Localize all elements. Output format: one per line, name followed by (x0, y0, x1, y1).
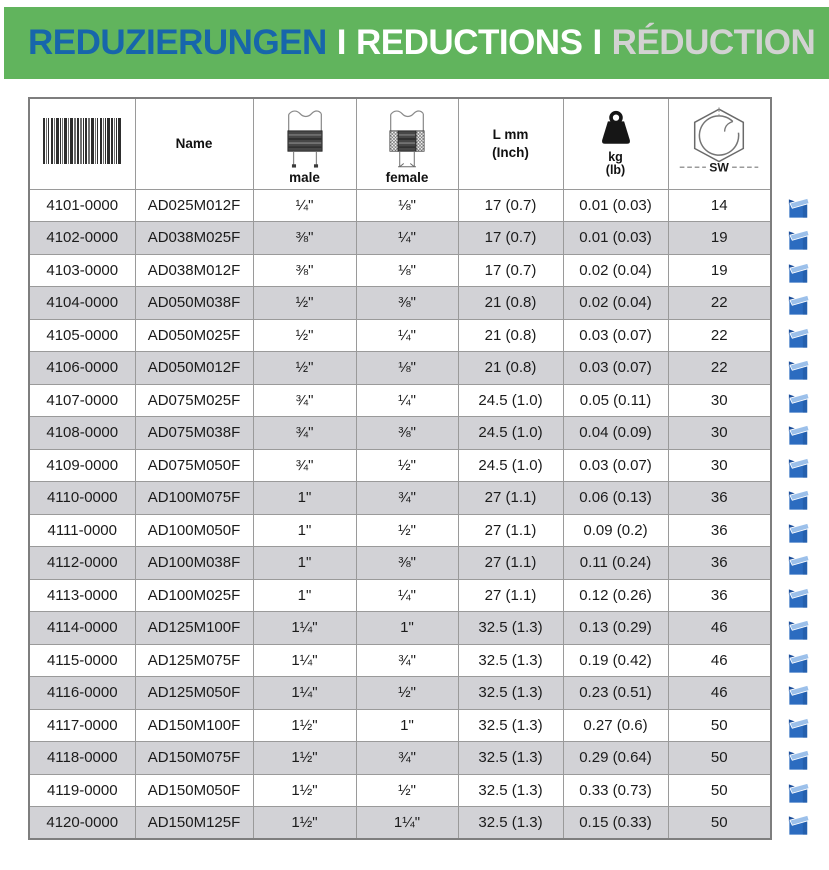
table-row (29, 189, 771, 222)
cell-female: ¾" (356, 742, 458, 775)
cell-name: AD075M050F (135, 449, 253, 482)
cell-male: ¾" (253, 449, 356, 482)
cell-weight: 0.05 (0.11) (563, 384, 668, 417)
cell-sw: 22 (668, 319, 771, 352)
table-row (29, 579, 771, 612)
table-row (29, 254, 771, 287)
catalog-content (28, 97, 829, 840)
cell-name: AD100M050F (135, 514, 253, 547)
cell-sw: 30 (668, 417, 771, 450)
basket-box-icon (786, 227, 811, 252)
basket-box-icon (786, 455, 811, 480)
column-header-weight (563, 98, 668, 189)
basket-column (778, 191, 818, 841)
cell-female: ¾" (356, 482, 458, 515)
table-row (29, 417, 771, 450)
table-row (29, 742, 771, 775)
cell-female: ⅜" (356, 547, 458, 580)
cell-code: 4112-0000 (29, 547, 135, 580)
cell-sw: 50 (668, 774, 771, 807)
add-to-basket-button[interactable] (778, 679, 818, 712)
add-to-basket-button[interactable] (778, 516, 818, 549)
banner-separator: I (592, 23, 602, 62)
cell-male: 1½" (253, 742, 356, 775)
cell-weight: 0.11 (0.24) (563, 547, 668, 580)
cell-sw: 22 (668, 287, 771, 320)
add-to-basket-button[interactable] (778, 451, 818, 484)
cell-sw: 36 (668, 579, 771, 612)
cell-weight: 0.03 (0.07) (563, 449, 668, 482)
cell-male: 1" (253, 579, 356, 612)
cell-length: 32.5 (1.3) (458, 709, 563, 742)
cell-weight: 0.02 (0.04) (563, 254, 668, 287)
cell-sw: 30 (668, 384, 771, 417)
basket-box-icon (786, 682, 811, 707)
add-to-basket-button[interactable] (778, 321, 818, 354)
cell-code: 4120-0000 (29, 807, 135, 840)
cell-weight: 0.03 (0.07) (563, 319, 668, 352)
column-header-name (135, 98, 253, 189)
cell-code: 4109-0000 (29, 449, 135, 482)
cell-sw: 19 (668, 222, 771, 255)
cell-name: AD100M025F (135, 579, 253, 612)
cell-name: AD150M100F (135, 709, 253, 742)
basket-box-icon (786, 260, 811, 285)
cell-length: 32.5 (1.3) (458, 742, 563, 775)
cell-female: ⅜" (356, 287, 458, 320)
add-to-basket-button[interactable] (778, 289, 818, 322)
cell-name: AD025M012F (135, 189, 253, 222)
cell-length: 27 (1.1) (458, 514, 563, 547)
table-row (29, 352, 771, 385)
table-row (29, 482, 771, 515)
basket-box-icon (786, 715, 811, 740)
cell-length: 21 (0.8) (458, 352, 563, 385)
cell-name: AD150M125F (135, 807, 253, 840)
cell-code: 4108-0000 (29, 417, 135, 450)
cell-female: ⅛" (356, 352, 458, 385)
basket-box-icon (786, 520, 811, 545)
male-fitting-icon (280, 108, 330, 170)
basket-box-icon (786, 617, 811, 642)
column-header-code (29, 98, 135, 189)
cell-length: 17 (0.7) (458, 254, 563, 287)
cell-female: ¼" (356, 384, 458, 417)
cell-name: AD150M075F (135, 742, 253, 775)
basket-box-icon (786, 780, 811, 805)
cell-sw: 46 (668, 612, 771, 645)
weight-column-label-line2: (lb) (605, 163, 626, 178)
cell-name: AD050M038F (135, 287, 253, 320)
cell-length: 32.5 (1.3) (458, 807, 563, 840)
hex-nut-icon (676, 107, 762, 175)
cell-length: 17 (0.7) (458, 189, 563, 222)
column-header-length (458, 98, 563, 189)
cell-weight: 0.12 (0.26) (563, 579, 668, 612)
table-row (29, 709, 771, 742)
cell-length: 24.5 (1.0) (458, 449, 563, 482)
column-header-sw (668, 98, 771, 189)
banner-title-fr: RÉDUCTION (611, 23, 816, 62)
table-row (29, 222, 771, 255)
cell-length: 24.5 (1.0) (458, 417, 563, 450)
cell-female: ½" (356, 677, 458, 710)
table-row (29, 677, 771, 710)
cell-weight: 0.15 (0.33) (563, 807, 668, 840)
cell-male: 1" (253, 482, 356, 515)
cell-sw: 50 (668, 742, 771, 775)
cell-female: ⅜" (356, 417, 458, 450)
cell-male: ⅜" (253, 222, 356, 255)
cell-name: AD125M075F (135, 644, 253, 677)
basket-box-icon (786, 650, 811, 675)
name-column-label: Name (175, 135, 213, 151)
table-row (29, 287, 771, 320)
add-to-basket-button[interactable] (778, 256, 818, 289)
cell-female: 1" (356, 612, 458, 645)
add-to-basket-button[interactable] (778, 419, 818, 452)
cell-female: 1¼" (356, 807, 458, 840)
table-row (29, 319, 771, 352)
cell-weight: 0.13 (0.29) (563, 612, 668, 645)
table-row (29, 547, 771, 580)
table-row (29, 612, 771, 645)
cell-weight: 0.27 (0.6) (563, 709, 668, 742)
cell-female: ¼" (356, 222, 458, 255)
basket-box-icon (786, 390, 811, 415)
add-to-basket-button[interactable] (778, 484, 818, 517)
cell-weight: 0.06 (0.13) (563, 482, 668, 515)
cell-weight: 0.23 (0.51) (563, 677, 668, 710)
cell-male: 1¼" (253, 677, 356, 710)
add-to-basket-button[interactable] (778, 614, 818, 647)
basket-box-icon (786, 422, 811, 447)
cell-code: 4117-0000 (29, 709, 135, 742)
add-to-basket-button[interactable] (778, 776, 818, 809)
table-row (29, 384, 771, 417)
cell-male: 1" (253, 514, 356, 547)
add-to-basket-button[interactable] (778, 549, 818, 582)
cell-sw: 14 (668, 189, 771, 222)
cell-sw: 22 (668, 352, 771, 385)
cell-female: ⅛" (356, 254, 458, 287)
cell-code: 4118-0000 (29, 742, 135, 775)
cell-code: 4103-0000 (29, 254, 135, 287)
cell-name: AD075M025F (135, 384, 253, 417)
cell-male: ¼" (253, 189, 356, 222)
cell-male: 1¼" (253, 644, 356, 677)
cell-sw: 50 (668, 807, 771, 840)
cell-name: AD075M038F (135, 417, 253, 450)
cell-male: 1½" (253, 774, 356, 807)
banner-title-en: REDUCTIONS (356, 23, 583, 62)
cell-code: 4116-0000 (29, 677, 135, 710)
cell-weight: 0.03 (0.07) (563, 352, 668, 385)
cell-code: 4107-0000 (29, 384, 135, 417)
cell-weight: 0.02 (0.04) (563, 287, 668, 320)
cell-sw: 46 (668, 644, 771, 677)
cell-weight: 0.29 (0.64) (563, 742, 668, 775)
cell-female: 1" (356, 709, 458, 742)
cell-male: ¾" (253, 384, 356, 417)
weight-icon (593, 110, 639, 150)
cell-length: 27 (1.1) (458, 547, 563, 580)
cell-female: ¼" (356, 319, 458, 352)
cell-name: AD100M038F (135, 547, 253, 580)
cell-male: 1½" (253, 709, 356, 742)
weight-column-label-line1: kg (608, 150, 623, 165)
column-header-male (253, 98, 356, 189)
cell-code: 4115-0000 (29, 644, 135, 677)
cell-sw: 36 (668, 514, 771, 547)
female-fitting-icon (382, 108, 432, 170)
cell-code: 4110-0000 (29, 482, 135, 515)
cell-sw: 36 (668, 482, 771, 515)
add-to-basket-button[interactable] (778, 809, 818, 842)
cell-code: 4111-0000 (29, 514, 135, 547)
cell-male: 1¼" (253, 612, 356, 645)
cell-male: ⅜" (253, 254, 356, 287)
add-to-basket-button[interactable] (778, 191, 818, 224)
cell-female: ½" (356, 774, 458, 807)
header-row (29, 98, 771, 189)
cell-male: ½" (253, 352, 356, 385)
cell-code: 4104-0000 (29, 287, 135, 320)
add-to-basket-button[interactable] (778, 646, 818, 679)
cell-length: 24.5 (1.0) (458, 384, 563, 417)
cell-male: ½" (253, 287, 356, 320)
cell-name: AD050M012F (135, 352, 253, 385)
barcode-icon (43, 118, 121, 164)
cell-code: 4113-0000 (29, 579, 135, 612)
length-column-label-line2: (Inch) (492, 144, 529, 160)
cell-length: 32.5 (1.3) (458, 612, 563, 645)
cell-female: ½" (356, 514, 458, 547)
cell-name: AD125M100F (135, 612, 253, 645)
cell-code: 4105-0000 (29, 319, 135, 352)
basket-box-icon (786, 812, 811, 837)
cell-female: ½" (356, 449, 458, 482)
column-header-female (356, 98, 458, 189)
cell-male: ¾" (253, 417, 356, 450)
male-column-label: male (289, 170, 320, 186)
add-to-basket-button[interactable] (778, 386, 818, 419)
basket-box-icon (786, 552, 811, 577)
banner-title-de: REDUZIERUNGEN (28, 23, 327, 62)
cell-weight: 0.01 (0.03) (563, 189, 668, 222)
cell-sw: 46 (668, 677, 771, 710)
cell-code: 4102-0000 (29, 222, 135, 255)
cell-female: ¾" (356, 644, 458, 677)
cell-length: 27 (1.1) (458, 579, 563, 612)
cell-name: AD038M012F (135, 254, 253, 287)
cell-length: 32.5 (1.3) (458, 677, 563, 710)
cell-code: 4101-0000 (29, 189, 135, 222)
cell-code: 4106-0000 (29, 352, 135, 385)
basket-box-icon (786, 585, 811, 610)
cell-name: AD125M050F (135, 677, 253, 710)
cell-sw: 30 (668, 449, 771, 482)
cell-length: 17 (0.7) (458, 222, 563, 255)
cell-name: AD150M050F (135, 774, 253, 807)
cell-sw: 50 (668, 709, 771, 742)
cell-code: 4114-0000 (29, 612, 135, 645)
banner-separator: I (336, 23, 347, 62)
basket-box-icon (786, 325, 811, 350)
cell-male: 1½" (253, 807, 356, 840)
cell-male: ½" (253, 319, 356, 352)
cell-sw: 19 (668, 254, 771, 287)
table-row (29, 774, 771, 807)
add-to-basket-button[interactable] (778, 711, 818, 744)
length-column-label-line1: L mm (492, 127, 529, 143)
cell-female: ¼" (356, 579, 458, 612)
cell-length: 21 (0.8) (458, 287, 563, 320)
cell-code: 4119-0000 (29, 774, 135, 807)
basket-box-icon (786, 357, 811, 382)
table-row (29, 514, 771, 547)
cell-length: 32.5 (1.3) (458, 644, 563, 677)
table-body (29, 189, 771, 839)
add-to-basket-button[interactable] (778, 581, 818, 614)
cell-name: AD100M075F (135, 482, 253, 515)
table-row (29, 807, 771, 840)
basket-box-icon (786, 487, 811, 512)
cell-length: 32.5 (1.3) (458, 774, 563, 807)
cell-name: AD038M025F (135, 222, 253, 255)
table-row (29, 449, 771, 482)
cell-sw: 36 (668, 547, 771, 580)
page-banner (4, 7, 829, 79)
product-table (28, 97, 772, 840)
cell-weight: 0.04 (0.09) (563, 417, 668, 450)
cell-weight: 0.33 (0.73) (563, 774, 668, 807)
cell-female: ⅛" (356, 189, 458, 222)
add-to-basket-button[interactable] (778, 354, 818, 387)
basket-box-icon (786, 292, 811, 317)
table-row (29, 644, 771, 677)
sw-column-label: SW (709, 160, 730, 175)
add-to-basket-button[interactable] (778, 744, 818, 777)
cell-length: 21 (0.8) (458, 319, 563, 352)
cell-weight: 0.09 (0.2) (563, 514, 668, 547)
add-to-basket-button[interactable] (778, 224, 818, 257)
cell-male: 1" (253, 547, 356, 580)
cell-length: 27 (1.1) (458, 482, 563, 515)
female-column-label: female (385, 170, 429, 186)
cell-weight: 0.01 (0.03) (563, 222, 668, 255)
cell-weight: 0.19 (0.42) (563, 644, 668, 677)
basket-box-icon (786, 747, 811, 772)
basket-box-icon (786, 195, 811, 220)
cell-name: AD050M025F (135, 319, 253, 352)
